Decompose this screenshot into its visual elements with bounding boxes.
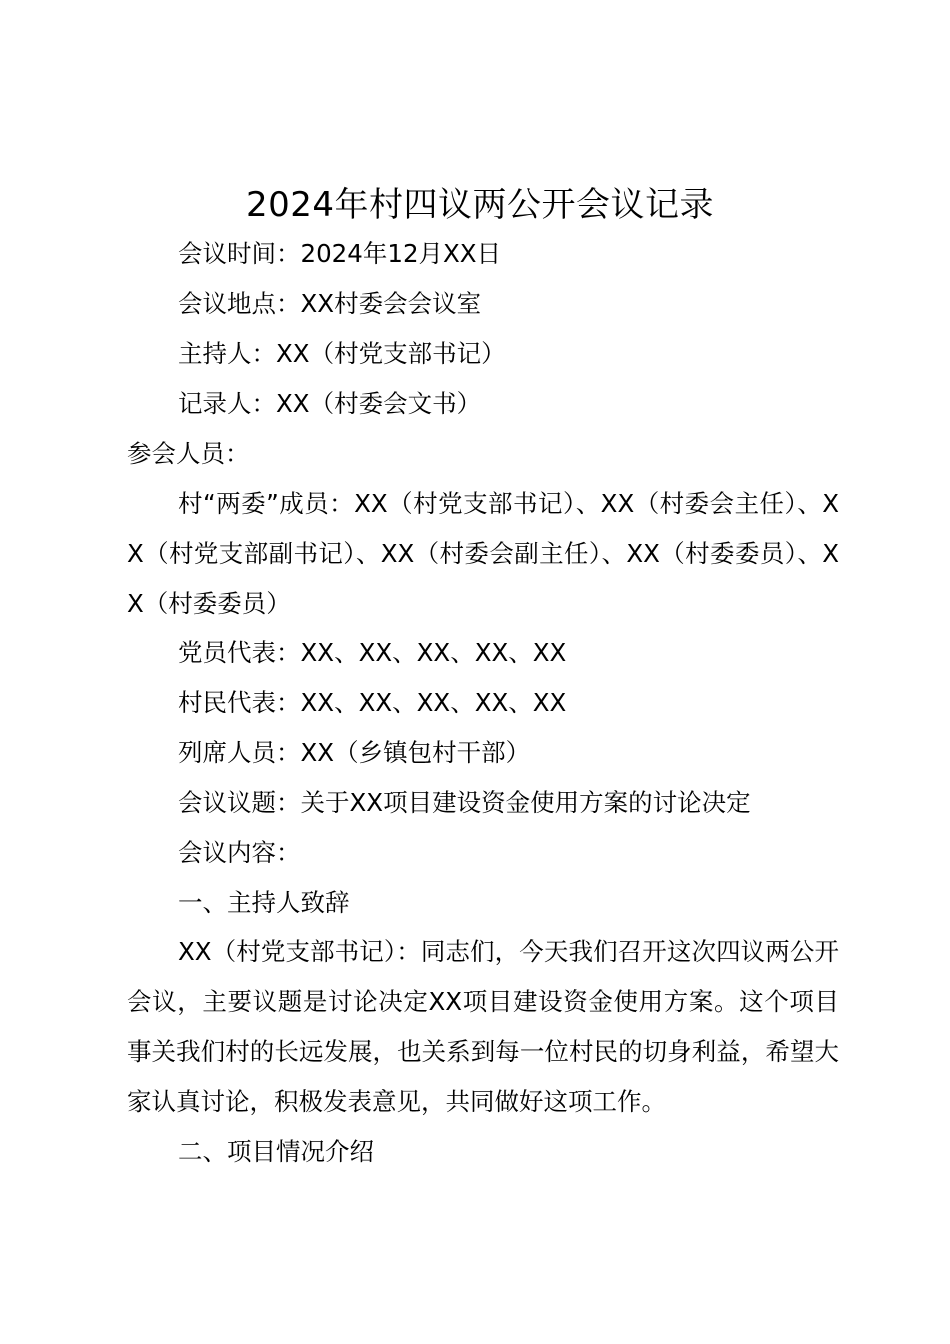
section-heading-2: 二、项目情况介绍	[178, 1137, 374, 1166]
nonvoting-attendees: 列席人员：XX（乡镇包村干部）	[178, 738, 531, 767]
attendees-label: 参会人员：	[127, 439, 250, 468]
section-heading-1: 一、主持人致辞	[178, 888, 350, 917]
meeting-place: 会议地点：XX村委会会议室	[178, 289, 482, 318]
meeting-time: 会议时间：2024年12月XX日	[178, 239, 502, 268]
meeting-recorder: 记录人：XX（村委会文书）	[178, 389, 482, 418]
two-committees-members: 村“两委”成员：XX（村党支部书记）、XX（村委会主任）、XX（村党支部副书记）、XX（村委会副主任）、XX（村委委员）、XX（村委委员）	[127, 489, 839, 618]
document-title: 2024年村四议两公开会议记录	[245, 185, 715, 225]
meeting-content-label: 会议内容：	[178, 838, 301, 867]
meeting-topic: 会议议题：关于XX项目建设资金使用方案的讨论决定	[178, 788, 751, 817]
villager-representatives: 村民代表：XX、XX、XX、XX、XX	[178, 688, 567, 717]
section-1-body: XX（村党支部书记）：同志们，今天我们召开这次四议两公开会议，主要议题是讨论决定XX项目建设资金使用方案。这个项目事关我们村的长远发展，也关系到每一位村民的切身利益，希望大家认真讨论，积极发表意见，共同做好这项工作。	[127, 937, 839, 1116]
meeting-host: 主持人：XX（村党支部书记）	[178, 339, 506, 368]
party-representatives: 党员代表：XX、XX、XX、XX、XX	[178, 638, 567, 667]
